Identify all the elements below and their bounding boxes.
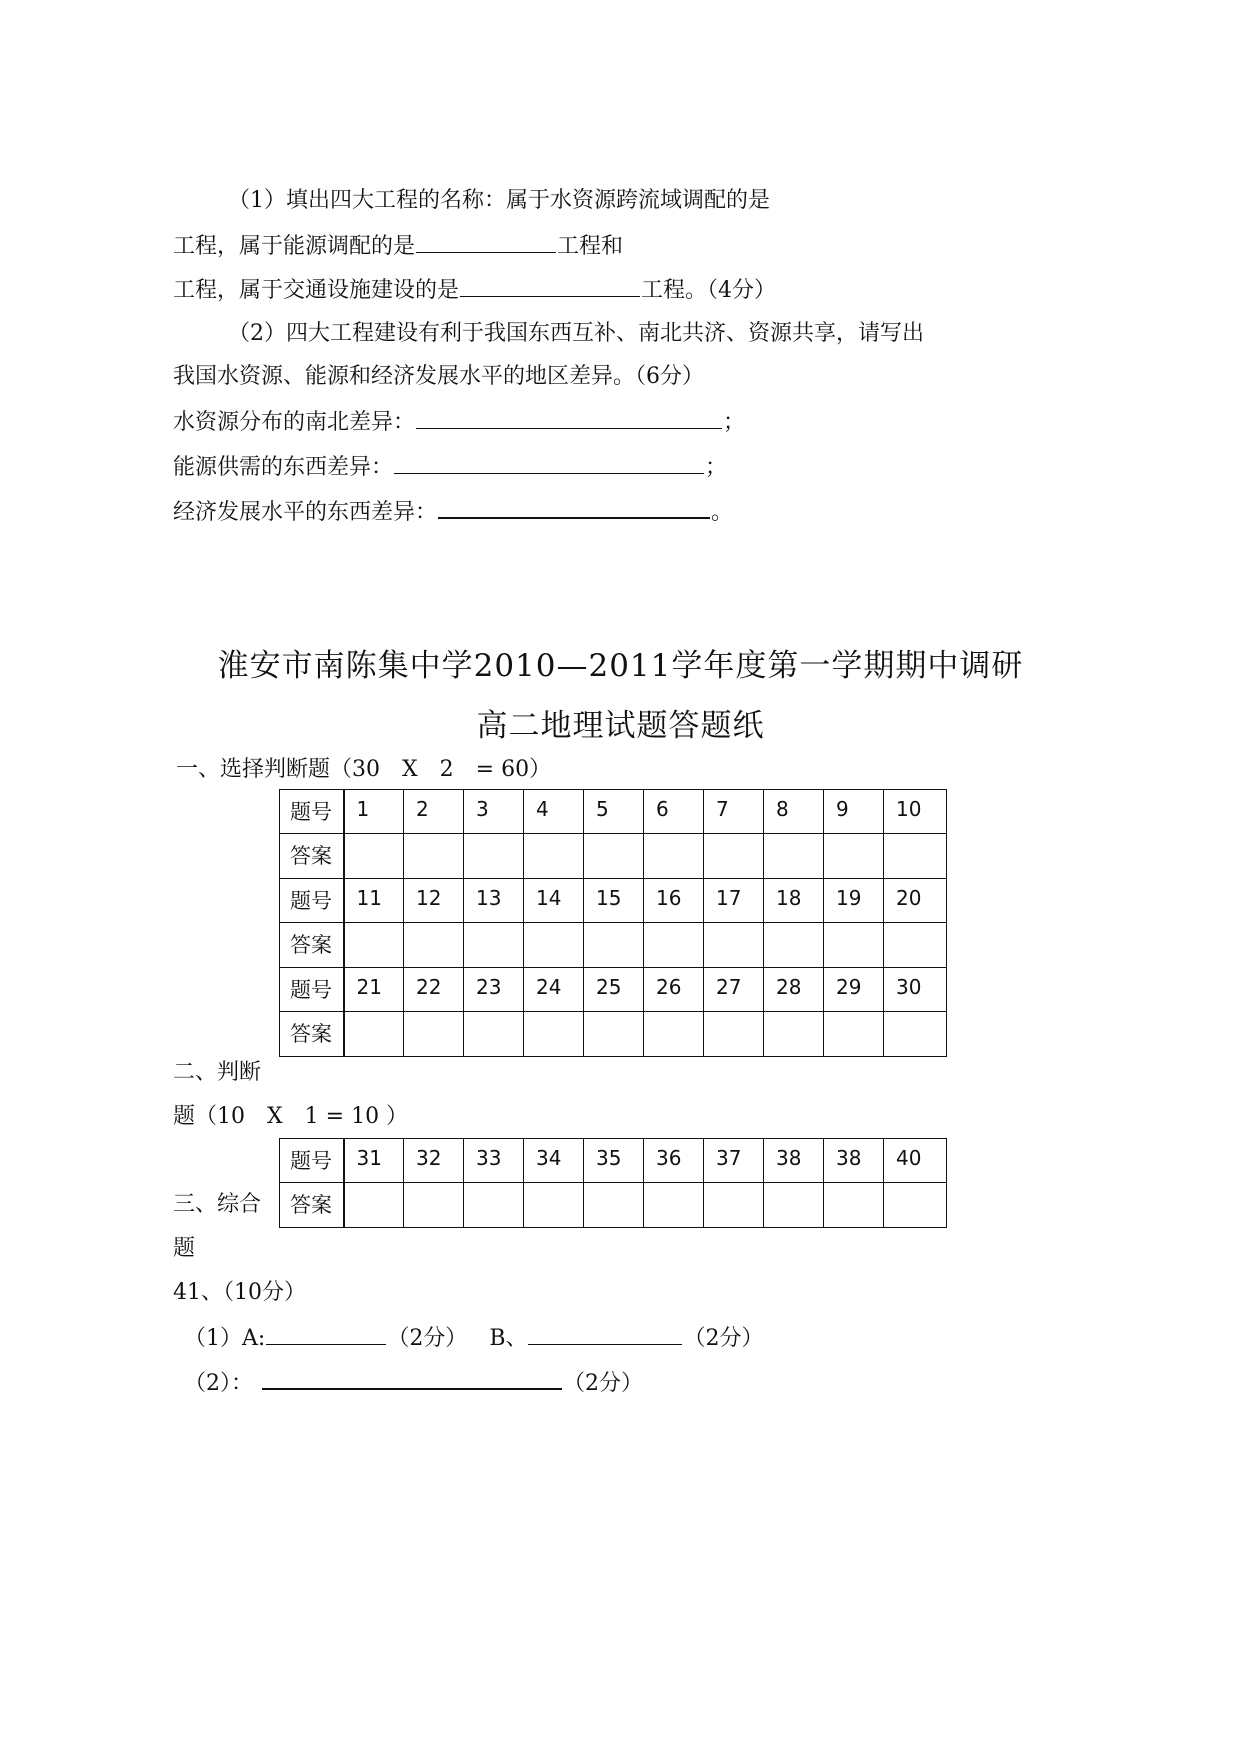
section1-heading: 一、选择判断题（30 X 2 = 60）: [176, 757, 552, 782]
question-number-cell: 24: [524, 968, 584, 1012]
answer-blank-transport-project[interactable]: [460, 274, 640, 297]
part2-label: （2）：: [184, 1371, 253, 1396]
page-subtitle: 高二地理试题答题纸: [476, 708, 765, 744]
answer-blank-41-part2[interactable]: [262, 1366, 562, 1390]
question-number-cell: 40: [884, 1139, 947, 1183]
answer-cell[interactable]: [584, 923, 644, 968]
answer-cell[interactable]: [704, 834, 764, 879]
question-number-cell: 21: [344, 968, 404, 1012]
question-number-cell: 14: [524, 879, 584, 923]
answer-cell[interactable]: [824, 834, 884, 879]
answer-cell[interactable]: [344, 1012, 404, 1057]
water-difference-label: 水资源分布的南北差异：: [173, 410, 416, 435]
punctuation: 。: [711, 500, 734, 525]
row-label-number: 题号: [280, 968, 344, 1012]
answer-cell[interactable]: [764, 1012, 824, 1057]
answer-cell[interactable]: [584, 834, 644, 879]
row-label-number: 题号: [280, 790, 344, 834]
question-text: 工程。（4分）: [641, 278, 777, 303]
question-number-cell: 37: [704, 1139, 764, 1183]
question-part2-line1: （2）四大工程建设有利于我国东西互补、南北共济、资源共享，请写出: [228, 321, 924, 346]
question-part1-line3: [173, 274, 776, 306]
question-number-cell: 28: [764, 968, 824, 1012]
row-label-answer: 答案: [280, 1183, 344, 1228]
answer-cell[interactable]: [764, 834, 824, 879]
section1-answer-row: [280, 923, 947, 968]
answer-cell[interactable]: [524, 1183, 584, 1228]
answer-cell[interactable]: [524, 834, 584, 879]
answer-cell[interactable]: [524, 1012, 584, 1057]
section3-heading-line2: 题: [173, 1236, 196, 1261]
question-41-part2: [184, 1366, 643, 1399]
question-number-cell: 9: [824, 790, 884, 834]
question-number-cell: 6: [644, 790, 704, 834]
punctuation: ；: [723, 410, 746, 435]
answer-cell[interactable]: [824, 1012, 884, 1057]
question-number-cell: 5: [584, 790, 644, 834]
question-number-cell: 17: [704, 879, 764, 923]
section1-answer-row: [280, 1012, 947, 1057]
question-number-cell: 19: [824, 879, 884, 923]
question-number-cell: 30: [884, 968, 947, 1012]
punctuation: ；: [705, 455, 728, 480]
row-label-number: 题号: [280, 1139, 344, 1183]
answer-cell[interactable]: [884, 834, 947, 879]
question-text: 工程和: [557, 234, 624, 259]
row-label-answer: 答案: [280, 1012, 344, 1057]
answer-cell[interactable]: [404, 923, 464, 968]
answer-blank-41-b[interactable]: [528, 1322, 682, 1345]
question-number-cell: 15: [584, 879, 644, 923]
answer-cell[interactable]: [584, 1012, 644, 1057]
question-number-cell: 38: [824, 1139, 884, 1183]
question-number-cell: 11: [344, 879, 404, 923]
answer-blank-41-a[interactable]: [266, 1322, 386, 1345]
part1-b-label: B、: [489, 1326, 528, 1351]
part1-score-2: （2分）: [683, 1326, 764, 1351]
question-number-cell: 25: [584, 968, 644, 1012]
section1-answer-row: [280, 834, 947, 879]
answer-cell[interactable]: [644, 834, 704, 879]
question-number-cell: 18: [764, 879, 824, 923]
question-number-cell: 20: [884, 879, 947, 923]
water-difference-line: [173, 406, 745, 438]
question-part1-line1: （1）填出四大工程的名称：属于水资源跨流域调配的是: [228, 188, 770, 213]
section2-answer-table: [279, 1138, 947, 1228]
answer-cell[interactable]: [764, 923, 824, 968]
question-number-cell: 29: [824, 968, 884, 1012]
answer-cell[interactable]: [404, 1012, 464, 1057]
row-label-answer: 答案: [280, 834, 344, 879]
answer-blank-water-difference[interactable]: [416, 406, 722, 429]
question-number-cell: 33: [464, 1139, 524, 1183]
question-number-cell: 27: [704, 968, 764, 1012]
row-label-number: 题号: [280, 879, 344, 923]
answer-cell[interactable]: [344, 1183, 404, 1228]
section2-number-row: [280, 1139, 947, 1183]
answer-blank-energy-project-1[interactable]: [416, 230, 556, 253]
question-number-cell: 22: [404, 968, 464, 1012]
economy-difference-line: [173, 495, 733, 528]
energy-difference-label: 能源供需的东西差异：: [173, 455, 394, 480]
question-number-cell: 35: [584, 1139, 644, 1183]
answer-cell[interactable]: [644, 923, 704, 968]
answer-cell[interactable]: [524, 923, 584, 968]
answer-blank-energy-difference[interactable]: [394, 451, 704, 474]
question-number-cell: 10: [884, 790, 947, 834]
question-number-cell: 16: [644, 879, 704, 923]
question-number-cell: 1: [344, 790, 404, 834]
question-number-cell: 7: [704, 790, 764, 834]
question-number-cell: 38: [764, 1139, 824, 1183]
answer-cell[interactable]: [884, 1183, 947, 1228]
question-text: 工程，属于能源调配的是: [173, 234, 416, 259]
question-number-cell: 3: [464, 790, 524, 834]
answer-cell[interactable]: [644, 1183, 704, 1228]
answer-cell[interactable]: [464, 1183, 524, 1228]
question-41-heading: 41、（10分）: [173, 1280, 306, 1305]
section1-answer-table: [279, 789, 947, 1057]
section3-heading-line1: 三、综合: [173, 1192, 262, 1217]
answer-blank-economy-difference[interactable]: [438, 495, 710, 519]
economy-difference-label: 经济发展水平的东西差异：: [173, 500, 438, 525]
part2-score: （2分）: [563, 1371, 643, 1396]
section2-answer-row: [280, 1183, 947, 1228]
question-number-cell: 13: [464, 879, 524, 923]
question-text: 工程，属于交通设施建设的是: [173, 278, 460, 303]
section2-heading-line2: 题（10 X 1 = 10 ）: [173, 1104, 409, 1129]
answer-cell[interactable]: [584, 1183, 644, 1228]
answer-cell[interactable]: [704, 923, 764, 968]
question-number-cell: 8: [764, 790, 824, 834]
answer-cell[interactable]: [704, 1183, 764, 1228]
question-part2-line2: 我国水资源、能源和经济发展水平的地区差异。（6分）: [173, 364, 704, 389]
answer-cell[interactable]: [704, 1012, 764, 1057]
section1-number-row: [280, 790, 947, 834]
question-number-cell: 36: [644, 1139, 704, 1183]
answer-cell[interactable]: [464, 834, 524, 879]
answer-cell[interactable]: [404, 1183, 464, 1228]
section2-heading-line1: 二、判断: [173, 1060, 262, 1085]
question-number-cell: 31: [344, 1139, 404, 1183]
question-number-cell: 2: [404, 790, 464, 834]
answer-cell[interactable]: [344, 923, 404, 968]
answer-cell[interactable]: [824, 1183, 884, 1228]
question-number-cell: 32: [404, 1139, 464, 1183]
answer-cell[interactable]: [644, 1012, 704, 1057]
part1-score-1: （2分）: [387, 1326, 468, 1351]
row-label-answer: 答案: [280, 923, 344, 968]
question-number-cell: 12: [404, 879, 464, 923]
answer-cell[interactable]: [884, 1012, 947, 1057]
answer-cell[interactable]: [404, 834, 464, 879]
question-41-part1: [184, 1322, 763, 1354]
energy-difference-line: [173, 451, 727, 483]
answer-cell[interactable]: [344, 834, 404, 879]
part1-a-label: （1）A:: [184, 1326, 266, 1351]
answer-cell[interactable]: [764, 1183, 824, 1228]
answer-cell[interactable]: [824, 923, 884, 968]
question-number-cell: 26: [644, 968, 704, 1012]
section1-number-row: [280, 968, 947, 1012]
answer-cell[interactable]: [464, 1012, 524, 1057]
question-number-cell: 23: [464, 968, 524, 1012]
section1-number-row: [280, 879, 947, 923]
question-part1-line2: [173, 230, 623, 262]
page-title: 淮安市南陈集中学2010—2011学年度第一学期期中调研: [217, 648, 1024, 684]
question-number-cell: 4: [524, 790, 584, 834]
answer-cell[interactable]: [464, 923, 524, 968]
question-number-cell: 34: [524, 1139, 584, 1183]
answer-cell[interactable]: [884, 923, 947, 968]
